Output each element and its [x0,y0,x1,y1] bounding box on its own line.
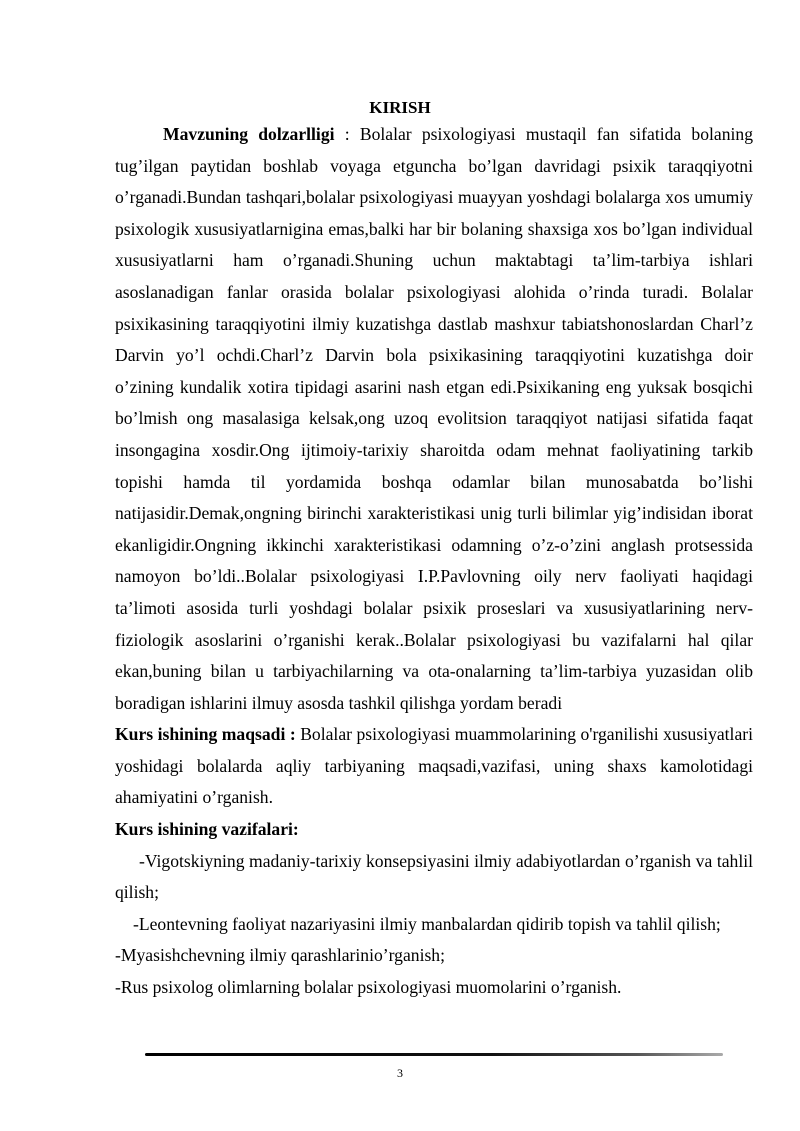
task-item: -Leontevning faoliyat nazariyasini ilmiy manbalardan qidirib topish va tahlil qilish; [133,913,721,934]
goal-text: Bolalar psixologiyasi muammolarining o'rganilishi xususiyatlari yoshidagi bolalarda aqliy tarbiyaning maqsadi,vazifasi, uning shaxs kamolotidagi ahamiyatini o’rganish. [115,724,754,808]
document-body [115,119,753,1004]
goal-lead: Kurs ishining maqsadi : [115,724,296,745]
page-title: KIRISH [369,98,431,117]
task-item: -Myasishchevning ilmiy qarashlarinio’rganish; [115,945,445,966]
intro-paragraph [115,119,753,719]
task-item: -Rus psixolog olimlarning bolalar psixologiyasi muomolarini o’rganish. [115,977,622,998]
intro-text: : Bolalar psixologiyasi mustaqil fan sifatida bolaning tug’ilgan paytidan boshlab voyaga etguncha bo’lgan davridagi psixik taraqqiyotni o’rganadi.Bundan tashqari,bolalar psixologiyasi muayyan yoshdagi bolalarga xos umumiy psixologik xususiyatlarnigina emas,balki har bir bolaning shaxsiga xos bo’lgan individual xususiyatlarni ham o’rganadi.Shuning uchun maktabtagi ta’lim-tarbiya ishlari asoslanadigan fanlar orasida bolalar psixologiyasi alohida o’rinda turadi. Bolalar psixikasining taraqqiyotini ilmiy kuzatishga dastlab mashxur tabiatshonoslardan Charl’z Darvin yo’l ochdi.Charl’z Darvin bola psixikasining taraqqiyotini kuzatishga doir o’zining kundalik xotira tipidagi asarini nash etgan edi.Psixikaning eng yuksak bosqichi bo’lmish ong masalasiga kelsak,ong uzoq evolitsion taraqqiyot natijasi sifatida faqat insongagina xosdir.Ong ijtimoiy-tarixiy sharoitda odam mehnat faoliyatining tarkib topishi hamda til yordamida boshqa odamlar bilan munosabatda bo’lishi natijasidir.Demak,ongning birinchi xarakteristikasi unig turli bilimlar yig’indisidan iborat ekanligidir.Ongning ikkinchi xarakteristikasi odamning o’z-o’zini anglash protsessida namoyon bo’ldi..Bolalar psixologiyasi I.P.Pavlovning oily nerv faoliyati haqidagi ta’limoti asosida turli yoshdagi bolalar psixik proseslari va xususiyatlarining nerv-fiziologik asoslarini o’rganishi kerak..Bolalar psixologiyasi bu vazifalarni hal qilar ekan,buning bilan u tarbiyachilarning va ota-onalarning ta’lim-tarbiya yuzasidan olib boradigan ishlarini ilmuy asosda tashkil qilishga yordam beradi [115,124,754,713]
tasks-heading: Kurs ishining vazifalari: [115,819,299,840]
task-item: -Vigotskiyning madaniy-tarixiy konsepsiyasini ilmiy adabiyotlardan o’rganish va tahlil qilish; [115,850,753,903]
page-number: 3 [397,1066,403,1080]
intro-lead: Mavzuning dolzarlligi [163,124,335,144]
goal-paragraph [115,719,753,814]
footer-divider [145,1053,723,1056]
